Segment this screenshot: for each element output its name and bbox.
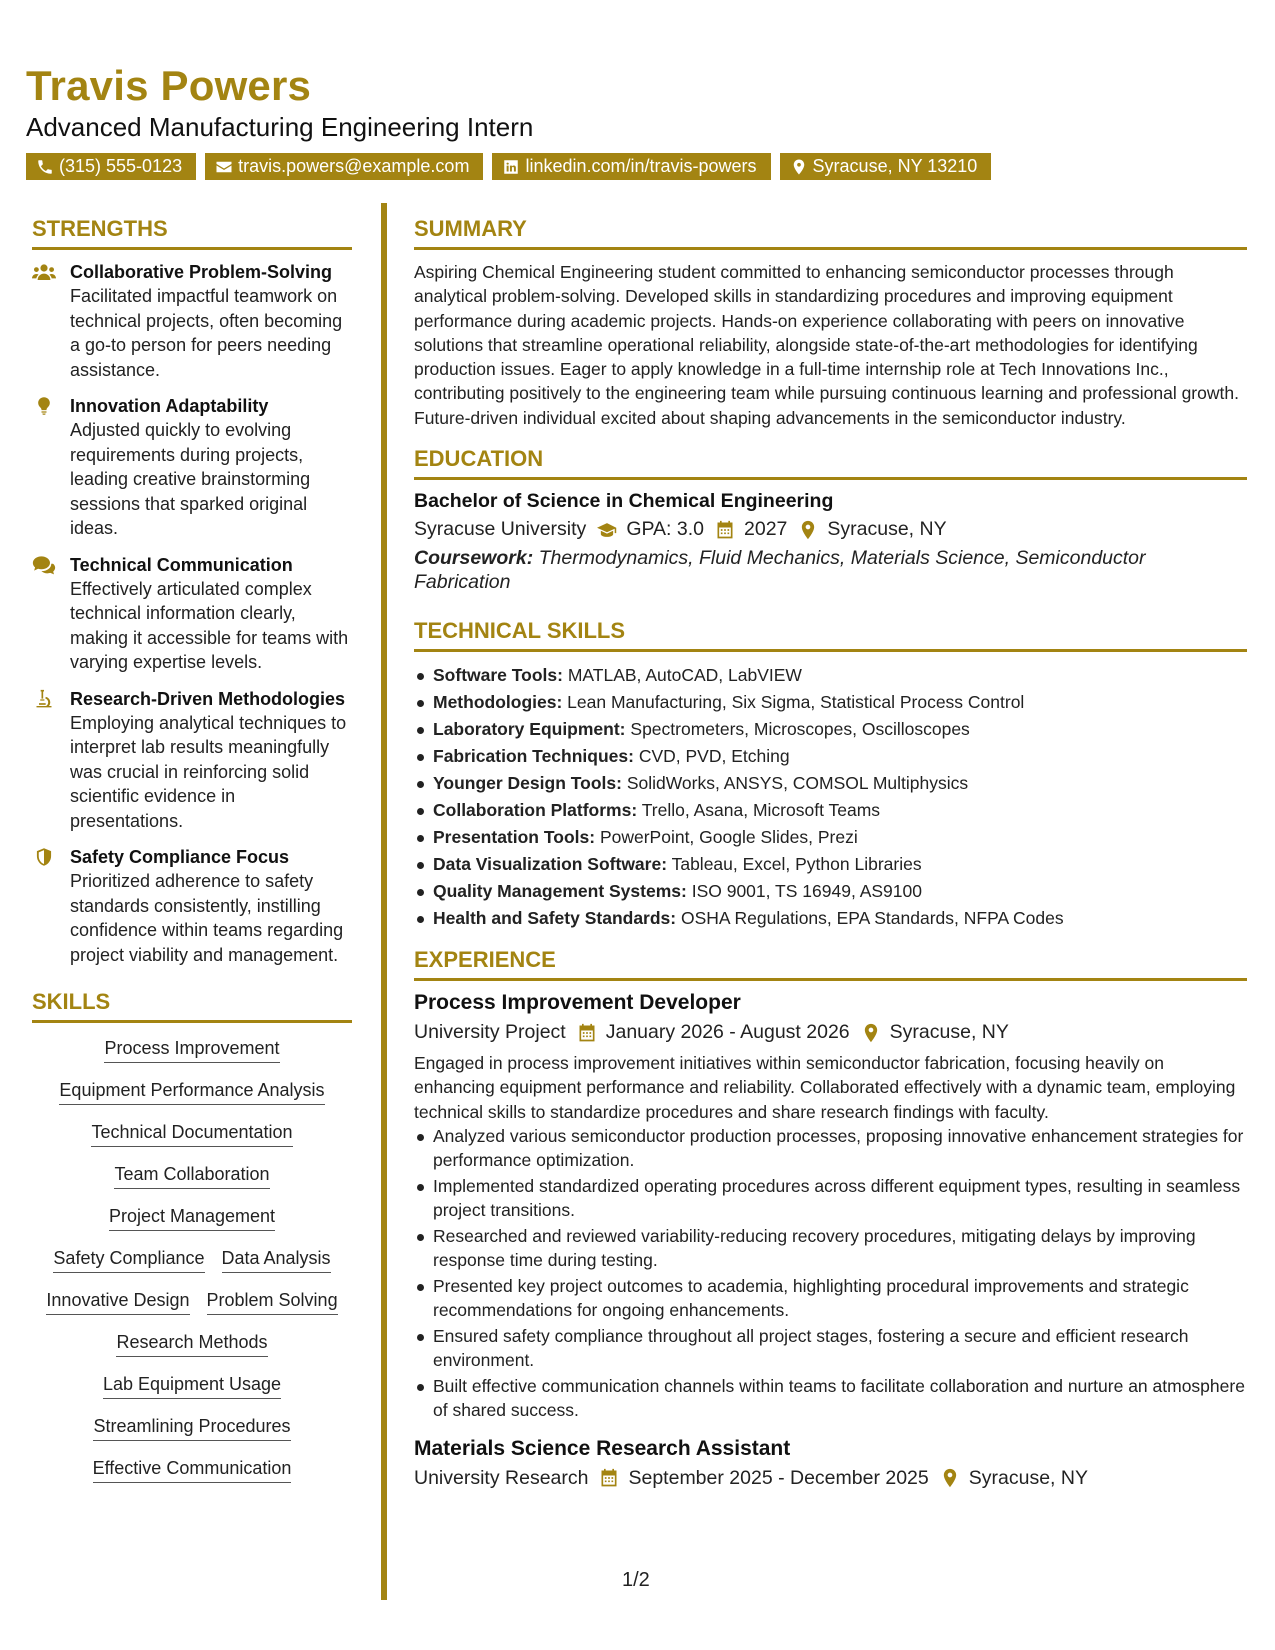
page-number: 1/2 [622, 1569, 650, 1591]
email-chip[interactable] [205, 153, 483, 180]
education-meta [414, 518, 1247, 541]
strength-desc: Adjusted quickly to evolving requirements during projects, leading creative brainstorming sessions that sparked original ideas. [70, 420, 311, 538]
job-location: Syracuse, NY [968, 1466, 1088, 1489]
strengths-heading: STRENGTHS [32, 216, 352, 250]
strength-desc: Employing analytical techniques to interpret lab results meaningfully was crucial in reinforcing solid scientific evidence in presentations. [70, 712, 347, 831]
skill-tag: Data Analysis [222, 1247, 331, 1273]
job-entry [414, 991, 1247, 1423]
job-bullets [414, 1124, 1247, 1423]
strength-title: Technical Communication [70, 554, 293, 575]
job-meta [414, 1021, 1247, 1044]
experience-heading: EXPERIENCE [414, 947, 1247, 981]
list-item: Implemented standardized operating procedures across different equipment types, resulting in seamless project transitions. [414, 1174, 1247, 1223]
job-meta [414, 1467, 1247, 1490]
summary-text: Aspiring Chemical Engineering student committed to enhancing semiconductor processes through analytical problem-solving. Developed skills in standardizing procedures and improving equipment performance during academic projects. Hands-on experience collaborating with peers on innovative solutions that streamline operational reliability, alongside state-of-the-art methodologies for identifying production issues. Eager to apply knowledge in a full-time internship role at Tech Innovations Inc., contributing positively to the engineering team while pursuing continuous learning and professional growth. Future-driven individual excited about shaping advancements in the semiconductor industry. [414, 262, 1239, 428]
strength-item [32, 260, 352, 382]
list-item [414, 770, 1247, 797]
list-item [414, 716, 1247, 743]
job-dates: January 2026 - August 2026 [605, 1021, 850, 1044]
skill-value: PowerPoint, Google Slides, Prezi [599, 827, 858, 848]
coursework [414, 546, 1247, 594]
skill-value: MATLAB, AutoCAD, LabVIEW [567, 665, 802, 686]
strength-desc: Prioritized adherence to safety standards consistently, instilling confidence within teams regarding project viability and management. [70, 871, 344, 965]
envelope-icon [215, 158, 233, 176]
list-item [414, 743, 1247, 770]
strength-title: Research-Driven Methodologies [70, 688, 346, 709]
strength-item [32, 687, 352, 834]
candidate-title: Advanced Manufacturing Engineering Intern [26, 112, 534, 142]
skill-value: Lean Manufacturing, Six Sigma, Statistical Process Control [567, 692, 1025, 713]
strength-item [32, 394, 352, 541]
skill-label: Quality Management Systems: [433, 881, 687, 902]
skill-value: Trello, Asana, Microsoft Teams [641, 800, 881, 821]
skill-tag: Innovative Design [46, 1289, 189, 1315]
technical-skills-list [414, 662, 1247, 932]
summary-heading: SUMMARY [414, 216, 1247, 250]
linkedin-text: linkedin.com/in/travis-powers [525, 156, 757, 176]
job-entry [414, 1437, 1247, 1490]
skill-label: Collaboration Platforms: [433, 800, 638, 821]
technical-skills-heading: TECHNICAL SKILLS [414, 618, 1247, 652]
skill-tag: Problem Solving [207, 1289, 338, 1315]
skill-tag: Equipment Performance Analysis [59, 1079, 324, 1105]
skill-tag: Research Methods [116, 1331, 267, 1357]
skill-value: Tableau, Excel, Python Libraries [671, 854, 922, 875]
list-item: Analyzed various semiconductor production processes, proposing innovative enhancement strategies for performance optimization. [414, 1124, 1247, 1173]
school-name: Syracuse University [414, 518, 587, 541]
list-item: Built effective communication channels within teams to facilitate collaboration and nurture an atmosphere of shared success. [414, 1374, 1247, 1423]
calendar-icon [599, 1468, 619, 1488]
users-icon [32, 262, 56, 282]
job-org: University Research [414, 1466, 589, 1489]
strength-title: Collaborative Problem-Solving [70, 262, 333, 282]
job-title: Materials Science Research Assistant [414, 1436, 791, 1460]
list-item [414, 662, 1247, 689]
degree-title: Bachelor of Science in Chemical Engineering [414, 490, 834, 513]
skill-tag: Effective Communication [93, 1457, 292, 1483]
map-pin-icon [798, 520, 818, 540]
location-text: Syracuse, NY 13210 [812, 156, 978, 176]
left-column [32, 216, 352, 1499]
microscope-icon [32, 689, 56, 709]
skill-tag: Team Collaboration [114, 1163, 269, 1189]
list-item [414, 689, 1247, 716]
list-item [414, 905, 1247, 932]
list-item: Researched and reviewed variability-reducing recovery procedures, mitigating delays by improving response time during testing. [414, 1224, 1247, 1273]
strength-item [32, 845, 352, 967]
education-heading: EDUCATION [414, 446, 1247, 480]
skill-tag: Technical Documentation [91, 1121, 292, 1147]
list-item [414, 851, 1247, 878]
contact-bar [26, 153, 991, 180]
skill-tag: Project Management [109, 1205, 275, 1231]
skills-heading: SKILLS [32, 989, 352, 1023]
strength-desc: Effectively articulated complex technical information clearly, making it accessible for teams with varying expertise levels. [70, 578, 349, 672]
list-item [414, 797, 1247, 824]
skills-list [32, 1033, 352, 1499]
job-dates: September 2025 - December 2025 [628, 1466, 929, 1489]
column-divider [381, 203, 387, 1600]
skill-value: Spectrometers, Microscopes, Oscilloscopes [630, 719, 970, 740]
job-title: Process Improvement Developer [414, 991, 741, 1015]
list-item: Presented key project outcomes to academia, highlighting procedural improvements and strategic recommendations for ongoing enhancements. [414, 1274, 1247, 1323]
graduation-cap-icon [597, 520, 617, 540]
map-pin-icon [940, 1468, 960, 1488]
linkedin-icon [502, 158, 520, 176]
skill-tag: Safety Compliance [53, 1247, 204, 1273]
calendar-icon [715, 520, 735, 540]
skill-tag: Process Improvement [104, 1037, 279, 1063]
strength-title: Safety Compliance Focus [70, 847, 290, 867]
skill-label: Methodologies: [433, 692, 563, 713]
skill-value: OSHA Regulations, EPA Standards, NFPA Codes [681, 908, 1064, 929]
job-description: Engaged in process improvement initiatives within semiconductor fabrication, focusing heavily on enhancing equipment performance and reliability. Collaborated effectively with a dynamic team, employing technical skills to standardize procedures and share research findings with faculty. [414, 1053, 1236, 1122]
list-item: Ensured safety compliance throughout all project stages, fostering a secure and efficient research environment. [414, 1324, 1247, 1373]
gpa-text: GPA: 3.0 [626, 518, 704, 541]
location-chip [780, 153, 992, 180]
lightbulb-icon [32, 396, 56, 416]
map-pin-icon [790, 158, 808, 176]
phone-chip[interactable] [26, 153, 196, 180]
email-text: travis.powers@example.com [238, 156, 470, 176]
skill-label: Younger Design Tools: [433, 773, 622, 794]
list-item [414, 878, 1247, 905]
skill-value: ISO 9001, TS 16949, AS9100 [691, 881, 922, 902]
skill-label: Software Tools: [433, 665, 563, 686]
school-location: Syracuse, NY [827, 518, 947, 541]
shield-icon [32, 847, 56, 867]
linkedin-chip[interactable] [492, 153, 770, 180]
job-org: University Project [414, 1021, 566, 1044]
skill-label: Presentation Tools: [433, 827, 596, 848]
skill-label: Data Visualization Software: [433, 854, 668, 875]
skill-tag: Streamlining Procedures [93, 1415, 290, 1441]
coursework-list: Thermodynamics, Fluid Mechanics, Materials Science, Semiconductor Fabrication [414, 547, 1146, 594]
phone-text: (315) 555-0123 [59, 156, 183, 176]
skill-value: SolidWorks, ANSYS, COMSOL Multiphysics [626, 773, 969, 794]
skill-label: Health and Safety Standards: [433, 908, 677, 929]
skill-label: Laboratory Equipment: [433, 719, 626, 740]
strength-desc: Facilitated impactful teamwork on technical projects, often becoming a go-to person for peers needing assistance. [70, 286, 343, 380]
candidate-name: Travis Powers [26, 62, 312, 109]
skill-value: CVD, PVD, Etching [638, 746, 790, 767]
comments-icon [32, 555, 56, 575]
right-column [414, 216, 1247, 1490]
map-pin-icon [861, 1023, 881, 1043]
strength-item [32, 553, 352, 675]
coursework-label: Coursework: [414, 547, 534, 570]
skill-label: Fabrication Techniques: [433, 746, 634, 767]
list-item [414, 824, 1247, 851]
calendar-icon [577, 1023, 597, 1043]
job-location: Syracuse, NY [889, 1021, 1009, 1044]
skill-tag: Lab Equipment Usage [103, 1373, 281, 1399]
graduation-year: 2027 [744, 518, 788, 541]
phone-icon [36, 158, 54, 176]
strength-title: Innovation Adaptability [70, 396, 269, 416]
